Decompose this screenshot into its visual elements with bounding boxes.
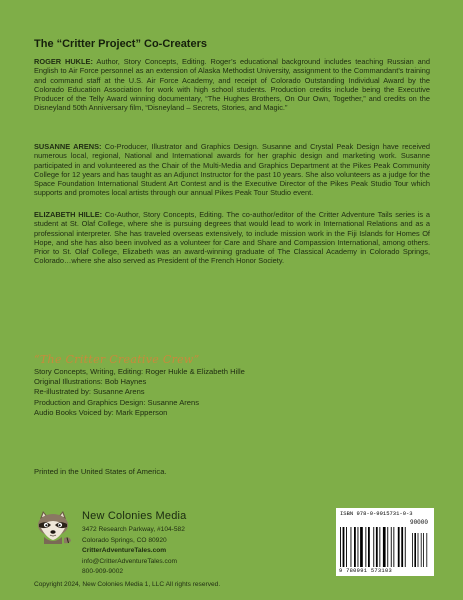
copyright-notice: Copyright 2024, New Colonies Media 1, LLC All rights reserved. [34,581,221,588]
publisher-name: New Colonies Media [82,510,187,522]
publisher-email[interactable]: info@CritterAdventureTales.com [82,557,178,565]
barcode-bars [340,527,430,567]
bio-name: SUSANNE ARENS: [34,142,102,151]
credit-line: Production and Graphics Design: Susanne Arens [34,397,200,407]
publisher-block [34,510,294,590]
page-title: The “Critter Project” Co-Creaters [34,38,207,50]
bio-name: ROGER HUKLE: [34,57,93,66]
publisher-website[interactable]: CritterAdventureTales.com [82,547,167,555]
bio-susanne-arens [34,142,430,198]
bio-name: ELIZABETH HILLE: [34,210,103,219]
isbn-barcode [336,508,434,576]
price-code: 90000 [409,519,428,526]
publisher-phone: 800-909-9002 [82,568,124,576]
publisher-city: Colorado Springs, CO 80920 [82,536,167,544]
bio-elizabeth-hille [34,210,430,266]
credit-line: Original Illustrations: Bob Haynes [34,377,147,387]
publisher-address: 3472 Research Parkway, #104-582 [82,526,185,533]
credit-line: Re-illustrated by: Susanne Arens [34,387,145,397]
raccoon-icon [34,510,72,544]
bio-roger-hukle [34,57,430,113]
credit-line: Audio Books Voiced by: Mark Epperson [34,407,168,417]
bio-text: Author, Story Concepts, Editing. Roger’s educational background includes teaching Russian and English to Air Force personnel as an extension of Alaska Methodist University, assignment to the Commandant’s training and command staff at the U.S. Air Force Academy, and receipt of Colorado Outstanding Individual Award by the Colorado Education Association for work with high school students. Production credits include being the Executive Producer of the Telly Award winning documentary, “The Hughes Brothers, On Our Own, Together,” and credits on the Disneyland 50th Anniversary film, “Disneyland – Secrets, Stories, and Magic.” [34,57,431,113]
publisher-contact [82,525,185,578]
barcode-digits: 9 780991 573103 [339,568,393,574]
bio-text: Co-Author, Story Concepts, Editing. The co-author/editor of the Critter Adventure Tails series is a student at St. Olaf College, where she is pursuing degrees that would lead to work in International Relations and as a professional interpreter. She has traveled overseas extensively, to include mission work in the Fiji Islands for Homes Of Hope, and she has also been involved as a volunteer for Care and Share and Compassion International, among others. Prior to St. Olaf College, Elizabeth was an award-winning graduate of The Classical Academy in Colorado Springs, Colorado…where she also served as President of the French Honor Society. [34,210,430,266]
credits-list [34,367,245,418]
credit-line: Story Concepts, Writing, Editing: Roger Hukle & Elizabeth Hille [34,367,245,376]
isbn-label: ISBN 978-0-9915731-0-3 [340,510,413,517]
crew-title: “The Critter Creative Crew” [34,353,200,366]
bio-text: Co-Producer, Illustrator and Graphics Design. Susanne and Crystal Peak Design have received numerous local, regional, National and International awards for her graphic design and marketing work. Susanne participated in and volunteered as the Chair of the Multi-Media and Graphics Department at the Pikes Peak Community College for 12 years and has taught as an Adjunct Instructor for the past 10 years. She also volunteers as a judge for the Space Foundation International Student Art Contest and is the Executive Director of the Pikes Peak Studio Tour which supports and promotes local artists through our annual Pikes Peak Tour Studio event. [34,142,431,198]
printed-notice: Printed in the United States of America. [34,467,167,476]
